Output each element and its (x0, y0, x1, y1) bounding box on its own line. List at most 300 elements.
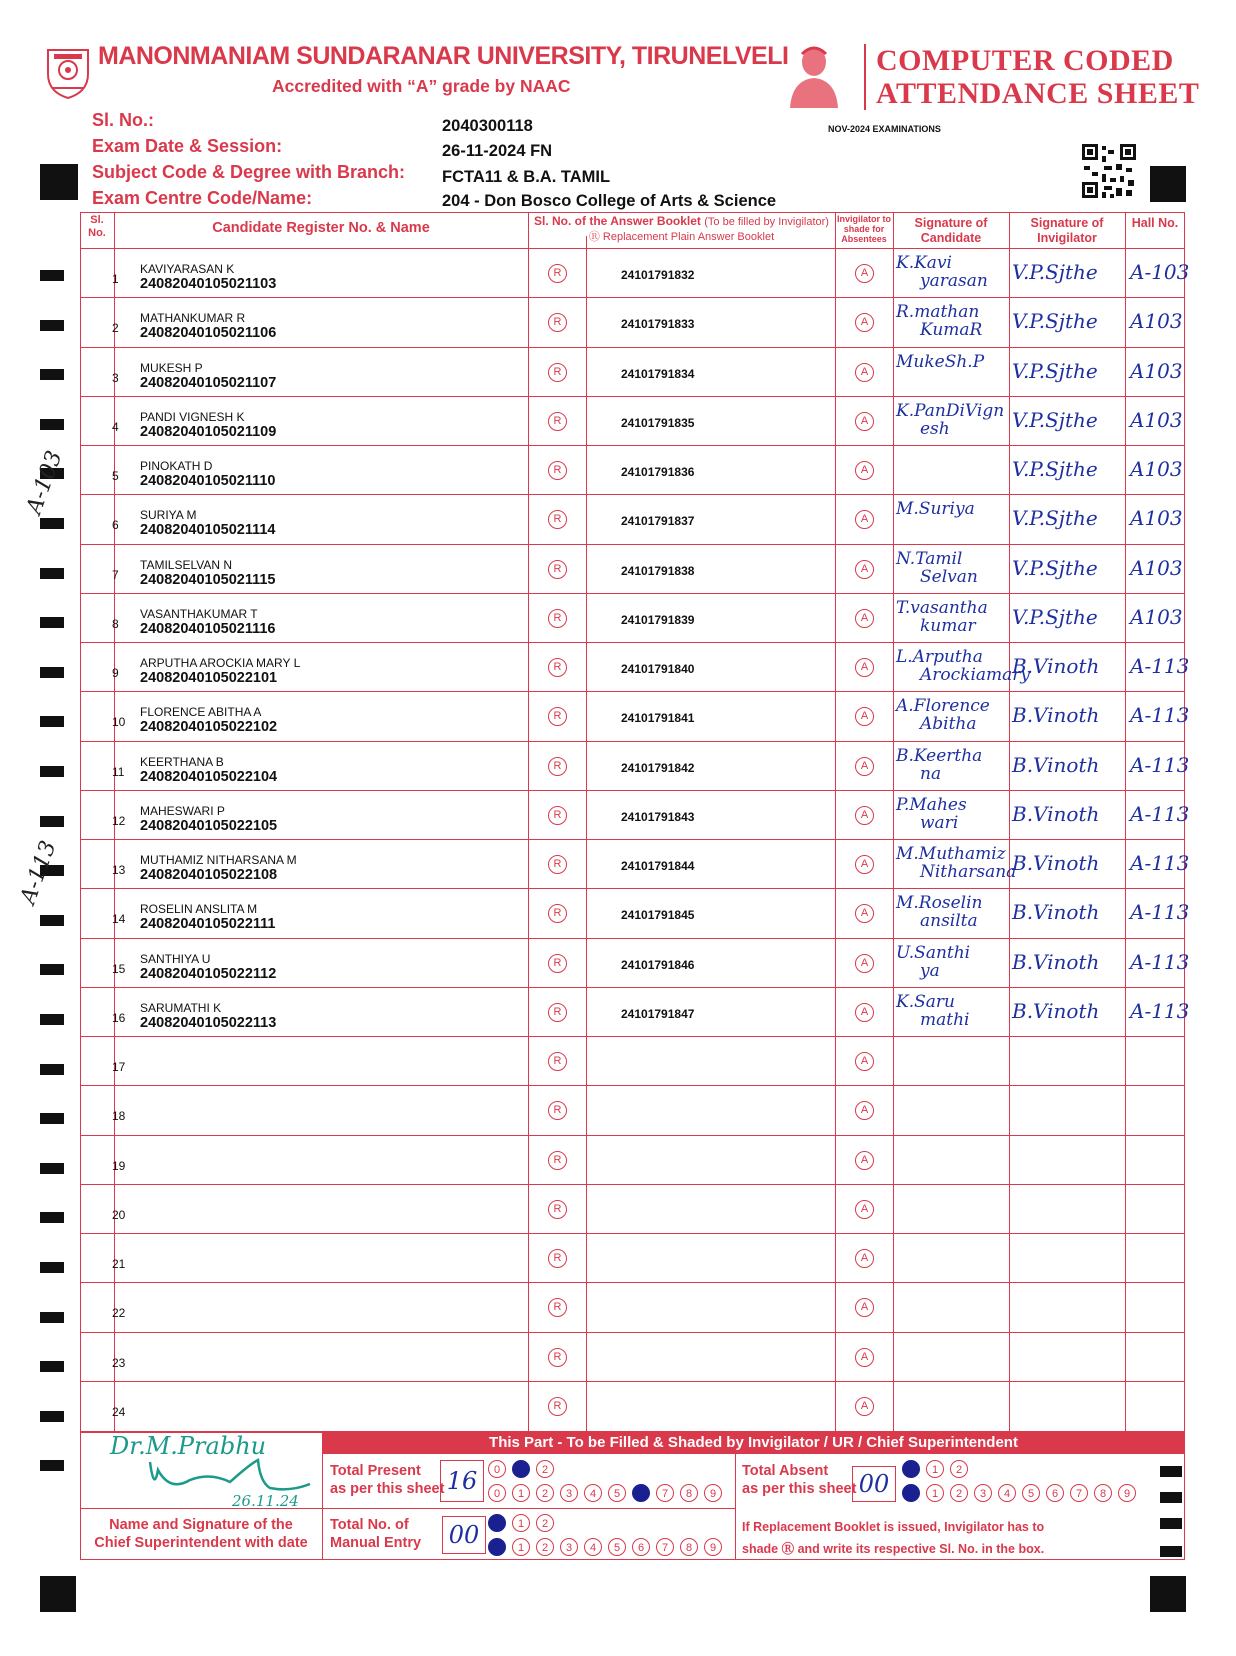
answer-booklet-no: 24101791833 (621, 317, 695, 332)
total-absent-box[interactable]: 00 (852, 1466, 896, 1502)
candidate-name: MAHESWARI P (140, 803, 225, 818)
row-number: 8 (112, 616, 119, 631)
hall-number: A-113 (1130, 949, 1190, 974)
absent-bubble[interactable]: A (855, 412, 874, 431)
answer-booklet-no: 24101791836 (621, 465, 695, 479)
candidate-name: TAMILSELVAN N (140, 557, 233, 572)
row-divider (80, 593, 1185, 594)
candidate-signature-line-2: wari (920, 812, 959, 833)
hall-number: A-103 (1130, 260, 1190, 284)
absent-bubble[interactable]: A (855, 1052, 874, 1071)
digit-bubble-1[interactable]: 1 (512, 1514, 530, 1532)
replacement-bubble[interactable]: R (548, 1101, 567, 1120)
present-units-bubbles (488, 1484, 728, 1502)
digit-bubble-6[interactable]: 6 (632, 1484, 650, 1502)
replacement-bubble[interactable]: R (548, 904, 567, 923)
invigilator-signature: B.Vinoth (1012, 900, 1100, 925)
timing-mark-left (40, 1361, 64, 1372)
candidate-name: MUTHAMIZ NITHARSANA M (140, 853, 297, 867)
timing-mark-left (40, 716, 64, 727)
candidate-register-no: 24082040105022105 (140, 817, 278, 834)
candidate-name: SARUMATHI K (140, 1000, 222, 1015)
timing-mark-left (40, 667, 64, 678)
accreditation-text: Accredited with “A” grade by NAAC (272, 76, 571, 96)
absent-bubble[interactable]: A (855, 1200, 874, 1219)
manual-tens-bubbles (488, 1514, 560, 1532)
row-number: 6 (112, 518, 119, 533)
digit-bubble-7[interactable]: 7 (656, 1538, 674, 1556)
answer-booklet-no: 24101791839 (621, 612, 695, 627)
row-divider (80, 1282, 1185, 1283)
digit-bubble-9[interactable]: 9 (1118, 1484, 1136, 1502)
row-divider (80, 691, 1185, 692)
timing-mark-left (40, 518, 64, 529)
row-divider (80, 445, 1185, 446)
hall-number: A103 (1130, 358, 1183, 383)
digit-bubble-4[interactable]: 4 (584, 1484, 602, 1502)
invigilator-signature: B.Vinoth (1012, 654, 1100, 678)
candidate-register-no: 24082040105021103 (140, 276, 277, 292)
th-booklet-note: (To be filled by Invigilator) (704, 216, 829, 228)
absent-bubble[interactable]: A (855, 904, 874, 923)
timing-mark-left (40, 1262, 64, 1273)
replacement-bubble[interactable]: R (548, 1003, 567, 1022)
hall-number: A-113 (1130, 703, 1190, 728)
row-divider (80, 544, 1185, 545)
registration-square-tl (40, 164, 78, 200)
digit-bubble-6[interactable]: 6 (1046, 1484, 1064, 1502)
row-number: 4 (112, 419, 119, 434)
candidate-name: MUKESH P (140, 360, 203, 375)
digit-bubble-0[interactable]: 0 (902, 1484, 920, 1502)
candidate-register-no: 24082040105021109 (140, 423, 277, 440)
digit-bubble-8[interactable]: 8 (1094, 1484, 1112, 1502)
digit-bubble-0[interactable]: 0 (488, 1538, 506, 1556)
absent-bubble[interactable]: A (855, 707, 874, 726)
absent-bubble[interactable]: A (855, 609, 874, 628)
row-number: 2 (112, 321, 119, 336)
invigilator-signature: B.Vinoth (1012, 801, 1100, 826)
timing-mark-left (40, 419, 64, 430)
university-name: MANONMANIAM SUNDARANAR UNIVERSITY, TIRUNELVELI (98, 42, 789, 70)
candidate-signature-line-2: kumar (920, 615, 976, 636)
th-booklet-sub: Ⓡ Replacement Plain Answer Booklet (588, 231, 775, 243)
invigilator-signature: B.Vinoth (1012, 998, 1100, 1023)
hall-number: A103 (1130, 506, 1183, 531)
manual-entry-label-1: Total No. of (330, 1517, 409, 1533)
candidate-signature-line-1: U.Santhi (896, 942, 971, 963)
digit-bubble-0[interactable]: 0 (902, 1460, 920, 1478)
digit-bubble-3[interactable]: 3 (560, 1484, 578, 1502)
replacement-bubble[interactable]: R (548, 1348, 567, 1367)
invigilator-signature: B.Vinoth (1012, 851, 1100, 875)
candidate-signature-line-1: M.Muthamiz (896, 844, 1006, 864)
digit-bubble-2[interactable]: 2 (950, 1484, 968, 1502)
absent-bubble[interactable]: A (855, 1348, 874, 1367)
row-number: 7 (112, 567, 119, 582)
answer-booklet-no: 24101791834 (621, 366, 695, 381)
replacement-bubble[interactable]: R (548, 264, 567, 283)
row-number: 3 (112, 370, 119, 385)
digit-bubble-0[interactable]: 0 (488, 1514, 506, 1532)
replacement-bubble[interactable]: R (548, 806, 567, 825)
candidate-name: PINOKATH D (140, 459, 213, 473)
candidate-signature-line-2: yarasan (920, 271, 988, 291)
absent-bubble[interactable]: A (855, 954, 874, 973)
digit-bubble-7[interactable]: 7 (1070, 1484, 1088, 1502)
digit-bubble-2[interactable]: 2 (536, 1460, 554, 1478)
col-divider (586, 236, 587, 1432)
hall-number: A-113 (1130, 900, 1190, 925)
digit-bubble-2[interactable]: 2 (536, 1538, 554, 1556)
candidate-name: FLORENCE ABITHA A (140, 705, 262, 720)
digit-bubble-8[interactable]: 8 (680, 1538, 698, 1556)
header-row-divider (80, 248, 1185, 249)
candidate-register-no: 24082040105021115 (140, 571, 276, 588)
answer-booklet-no: 24101791843 (621, 809, 695, 824)
replacement-bubble[interactable]: R (548, 1249, 567, 1268)
hall-number: A-113 (1130, 851, 1190, 875)
answer-booklet-no: 24101791840 (621, 662, 695, 676)
field-label-centre: Exam Centre Code/Name: (92, 188, 313, 208)
candidate-signature-line-2: na (920, 763, 942, 784)
hall-number: A-113 (1130, 654, 1190, 678)
candidate-name: ROSELIN ANSLITA M (140, 902, 258, 917)
th-sl-no: Sl. No. (88, 214, 106, 239)
manual-entry-label (330, 1516, 421, 1552)
hall-number: A-113 (1130, 752, 1190, 777)
answer-booklet-no: 24101791835 (621, 415, 695, 430)
absent-bubble[interactable]: A (855, 855, 874, 874)
digit-bubble-5[interactable]: 5 (608, 1538, 626, 1556)
candidate-signature-line-1: K.PanDiVign (896, 400, 1005, 421)
row-divider (80, 741, 1185, 742)
digit-bubble-9[interactable]: 9 (704, 1484, 722, 1502)
qr-code (1082, 144, 1136, 198)
row-number: 11 (112, 764, 125, 779)
row-number: 9 (112, 666, 119, 680)
candidate-signature-line-2: Arockiamary (920, 665, 1031, 685)
timing-mark-left (40, 766, 64, 777)
row-number: 21 (112, 1257, 126, 1271)
row-divider (80, 347, 1185, 348)
timing-mark-left (40, 1113, 64, 1124)
timing-mark-left (40, 270, 64, 281)
answer-booklet-no: 24101791847 (621, 1006, 695, 1021)
candidate-signature-line-2: KumaR (920, 320, 983, 341)
candidate-signature-line-1: R.mathan (896, 302, 980, 323)
candidate-signature-line-1: MukeSh.P (896, 351, 985, 372)
hall-number: A-113 (1130, 998, 1190, 1023)
candidate-register-no: 24082040105021110 (140, 473, 276, 489)
invigilator-signature: V.P.Sjthe (1012, 457, 1098, 481)
answer-booklet-no: 24101791844 (621, 859, 695, 873)
invigilator-signature: V.P.Sjthe (1012, 555, 1098, 580)
row-number: 16 (112, 1010, 126, 1025)
row-divider (80, 396, 1185, 397)
candidate-signature-line-2: Nitharsana (920, 862, 1017, 882)
candidate-name: PANDI VIGNESH K (140, 409, 245, 424)
candidate-register-no: 24082040105021107 (140, 374, 277, 391)
invigilator-signature: B.Vinoth (1012, 703, 1100, 728)
row-divider (80, 1036, 1185, 1037)
candidate-signature-line-1: K.Kavi (896, 253, 952, 273)
timing-mark-left (40, 1460, 64, 1471)
chief-superintendent-name: Dr.M.Prabhu (110, 1432, 267, 1460)
absent-bubble[interactable]: A (855, 560, 874, 579)
replacement-bubble[interactable]: R (548, 363, 567, 382)
row-divider (80, 642, 1185, 643)
registration-square-br (1150, 1576, 1186, 1612)
timing-mark-left (40, 1064, 64, 1075)
candidate-register-no: 24082040105022112 (140, 965, 277, 982)
timing-mark-left (40, 1312, 64, 1323)
sheet-title-line-2: ATTENDANCE SHEET (876, 77, 1200, 110)
candidate-signature-line-1: A.Florence (896, 696, 990, 717)
total-present-label-1: Total Present (330, 1463, 421, 1479)
digit-bubble-5[interactable]: 5 (608, 1484, 626, 1502)
registration-square-tr (1150, 166, 1186, 202)
candidate-register-no: 24082040105022104 (140, 768, 278, 785)
hall-number: A103 (1130, 604, 1183, 629)
digit-bubble-3[interactable]: 3 (560, 1538, 578, 1556)
replacement-bubble[interactable]: R (548, 707, 567, 726)
replacement-bubble[interactable]: R (548, 1052, 567, 1071)
replacement-note-1: If Replacement Booklet is issued, Invigilator has to (742, 1520, 1045, 1534)
replacement-bubble[interactable]: R (548, 560, 567, 579)
footer-banner: This Part - To be Filled & Shaded by Invigilator / UR / Chief Superintendent (322, 1432, 1185, 1454)
digit-bubble-1[interactable]: 1 (926, 1484, 944, 1502)
absent-units-bubbles (902, 1484, 1142, 1502)
digit-bubble-0[interactable]: 0 (488, 1460, 506, 1478)
invigilator-signature: V.P.Sjthe (1012, 260, 1098, 284)
th-sig-invigilator: Signature of Invigilator (1030, 216, 1104, 245)
th-sig-candidate: Signature of Candidate (914, 216, 988, 245)
absent-bubble[interactable]: A (855, 510, 874, 529)
digit-bubble-9[interactable]: 9 (704, 1538, 722, 1556)
row-number: 1 (112, 272, 119, 286)
absent-bubble[interactable]: A (855, 1003, 874, 1022)
candidate-signature-line-2: Selvan (920, 566, 978, 587)
replacement-bubble[interactable]: R (548, 510, 567, 529)
row-number: 22 (112, 1306, 126, 1321)
candidate-signature-line-1: M.Suriya (896, 499, 975, 520)
row-number: 24 (112, 1404, 126, 1419)
absent-bubble[interactable]: A (855, 806, 874, 825)
answer-booklet-no: 24101791845 (621, 908, 695, 923)
digit-bubble-4[interactable]: 4 (998, 1484, 1016, 1502)
timing-mark-left (40, 617, 64, 628)
digit-bubble-2[interactable]: 2 (536, 1514, 554, 1532)
invigilator-signature: B.Vinoth (1012, 949, 1100, 974)
digit-bubble-1[interactable]: 1 (926, 1460, 944, 1478)
invigilator-signature: V.P.Sjthe (1012, 506, 1098, 531)
row-number: 5 (112, 469, 119, 483)
answer-booklet-no: 24101791846 (621, 957, 695, 972)
replacement-bubble[interactable]: R (548, 855, 567, 874)
row-divider (80, 1184, 1185, 1185)
replacement-note (742, 1516, 1044, 1560)
candidate-signature-line-2: mathi (920, 1009, 970, 1030)
absent-bubble[interactable]: A (855, 658, 874, 677)
row-number: 18 (112, 1109, 126, 1124)
row-number: 20 (112, 1207, 126, 1222)
row-number: 19 (112, 1158, 126, 1173)
field-value-centre: 204 - Don Bosco College of Arts & Science (442, 192, 777, 210)
candidate-register-no: 24082040105022111 (140, 916, 276, 933)
timing-mark-left (40, 1212, 64, 1223)
exam-series: NOV-2024 EXAMINATIONS (828, 124, 941, 134)
invigilator-signature: V.P.Sjthe (1012, 309, 1098, 334)
candidate-register-no: 24082040105021106 (140, 325, 277, 342)
total-present-label-2: as per this sheet (330, 1481, 445, 1497)
header-divider (864, 44, 866, 110)
present-tens-bubbles (488, 1460, 560, 1478)
absent-bubble[interactable]: A (855, 1397, 874, 1416)
founder-portrait (786, 42, 842, 108)
chief-superintendent-label (80, 1516, 322, 1552)
th-invig-shade: Invigilator to shade for Absentees (837, 214, 891, 244)
invigilator-signature: V.P.Sjthe (1012, 358, 1098, 383)
absent-bubble[interactable]: A (855, 1151, 874, 1170)
absent-bubble[interactable]: A (855, 1101, 874, 1120)
candidate-signature-line-1: L.Arputha (896, 647, 983, 667)
row-divider (80, 888, 1185, 889)
absent-bubble[interactable]: A (855, 757, 874, 776)
field-value-subject: FCTA11 & B.A. TAMIL (442, 168, 611, 186)
digit-bubble-7[interactable]: 7 (656, 1484, 674, 1502)
hall-number: A103 (1130, 555, 1183, 580)
answer-booklet-no: 24101791841 (621, 711, 695, 726)
digit-bubble-6[interactable]: 6 (632, 1538, 650, 1556)
answer-booklet-no: 24101791842 (621, 760, 695, 775)
candidate-register-no: 24082040105022113 (140, 1014, 277, 1031)
row-divider (80, 987, 1185, 988)
replacement-bubble[interactable]: R (548, 1397, 567, 1416)
candidate-signature-line-1: T.vasantha (896, 597, 988, 618)
hall-number: A103 (1130, 407, 1183, 432)
digit-bubble-2[interactable]: 2 (950, 1460, 968, 1478)
row-divider (80, 1135, 1185, 1136)
field-label-exam-date: Exam Date & Session: (92, 136, 283, 156)
row-number: 12 (112, 813, 126, 828)
row-number: 17 (112, 1060, 126, 1074)
timing-mark-left (40, 1014, 64, 1025)
absent-bubble[interactable]: A (855, 1249, 874, 1268)
candidate-signature-line-1: K.Saru (896, 991, 955, 1012)
candidate-signature-line-1: N.Tamil (896, 548, 963, 569)
replacement-bubble[interactable]: R (548, 313, 567, 332)
timing-mark-left (40, 1163, 64, 1174)
candidate-signature-line-2: ansilta (920, 911, 978, 932)
replacement-bubble[interactable]: R (548, 1151, 567, 1170)
invigilator-signature: V.P.Sjthe (1012, 407, 1098, 432)
field-value-sl-no: 2040300118 (442, 117, 533, 135)
candidate-name: VASANTHAKUMAR T (140, 606, 258, 621)
absent-bubble[interactable]: A (855, 264, 874, 283)
row-divider (80, 1085, 1185, 1086)
university-logo (44, 44, 92, 100)
row-number: 14 (112, 912, 126, 927)
absent-bubble[interactable]: A (855, 363, 874, 382)
candidate-name: MATHANKUMAR R (140, 311, 246, 326)
candidate-signature-line-2: Abitha (920, 714, 977, 735)
field-label-subject: Subject Code & Degree with Branch: (92, 162, 406, 182)
candidate-signature-line-1: M.Roselin (896, 893, 983, 914)
th-hall-no: Hall No. (1131, 216, 1179, 230)
candidate-register-no: 24082040105022101 (140, 670, 278, 686)
absent-bubble[interactable]: A (855, 461, 874, 480)
absent-bubble[interactable]: A (855, 313, 874, 332)
timing-mark-left (40, 369, 64, 380)
total-absent-label-2: as per this sheet (742, 1481, 857, 1497)
digit-bubble-2[interactable]: 2 (536, 1484, 554, 1502)
sheet-title (876, 44, 1199, 110)
candidate-signature-line-1: P.Mahes (896, 794, 967, 815)
registration-square-bl (40, 1576, 76, 1612)
digit-bubble-1[interactable]: 1 (512, 1460, 530, 1478)
replacement-bubble[interactable]: R (548, 954, 567, 973)
replacement-bubble[interactable]: R (548, 412, 567, 431)
replacement-bubble[interactable]: R (548, 1298, 567, 1317)
total-absent-label-1: Total Absent (742, 1463, 829, 1479)
timing-mark-left (40, 320, 64, 331)
timing-mark-left (40, 568, 64, 579)
replacement-bubble[interactable]: R (548, 658, 567, 677)
answer-booklet-no: 24101791832 (621, 268, 695, 282)
row-number: 15 (112, 961, 126, 976)
digit-bubble-5[interactable]: 5 (1022, 1484, 1040, 1502)
footer-row-divider (322, 1508, 735, 1509)
candidate-signature-line-2: esh (920, 418, 950, 439)
digit-bubble-4[interactable]: 4 (584, 1538, 602, 1556)
replacement-bubble[interactable]: R (548, 461, 567, 480)
row-divider (80, 494, 1185, 495)
candidate-register-no: 24082040105021116 (140, 620, 276, 637)
th-candidate: Candidate Register No. & Name (212, 220, 430, 236)
candidate-name: SURIYA M (140, 508, 197, 523)
candidate-register-no: 24082040105022108 (140, 867, 278, 883)
footer-divider (322, 1432, 323, 1560)
replacement-bubble[interactable]: R (548, 757, 567, 776)
replacement-bubble[interactable]: R (548, 1200, 567, 1219)
manual-entry-box[interactable]: 00 (442, 1516, 486, 1554)
digit-bubble-1[interactable]: 1 (512, 1538, 530, 1556)
margin-note-hall-1: A-103 (21, 447, 68, 518)
timing-mark-left (40, 1411, 64, 1422)
chief-superintendent-date: 26.11.24 (232, 1492, 299, 1510)
replacement-bubble[interactable]: R (548, 609, 567, 628)
absent-bubble[interactable]: A (855, 1298, 874, 1317)
row-number: 10 (112, 715, 126, 730)
digit-bubble-3[interactable]: 3 (974, 1484, 992, 1502)
candidate-name: SANTHIYA U (140, 951, 211, 966)
candidate-register-no: 24082040105022102 (140, 719, 278, 736)
hall-number: A103 (1130, 457, 1183, 481)
digit-bubble-0[interactable]: 0 (488, 1484, 506, 1502)
row-divider (80, 839, 1185, 840)
candidate-signature-line-2: ya (920, 960, 940, 981)
digit-bubble-8[interactable]: 8 (680, 1484, 698, 1502)
chief-label-line-2: Chief Superintendent with date (94, 1535, 308, 1551)
hall-number: A-113 (1130, 801, 1190, 826)
row-number: 23 (112, 1355, 126, 1370)
candidate-signature-line-1: B.Keertha (896, 745, 983, 766)
total-present-box[interactable]: 16 (440, 1460, 484, 1502)
row-divider (80, 790, 1185, 791)
digit-bubble-1[interactable]: 1 (512, 1484, 530, 1502)
th-booklet (528, 214, 835, 244)
